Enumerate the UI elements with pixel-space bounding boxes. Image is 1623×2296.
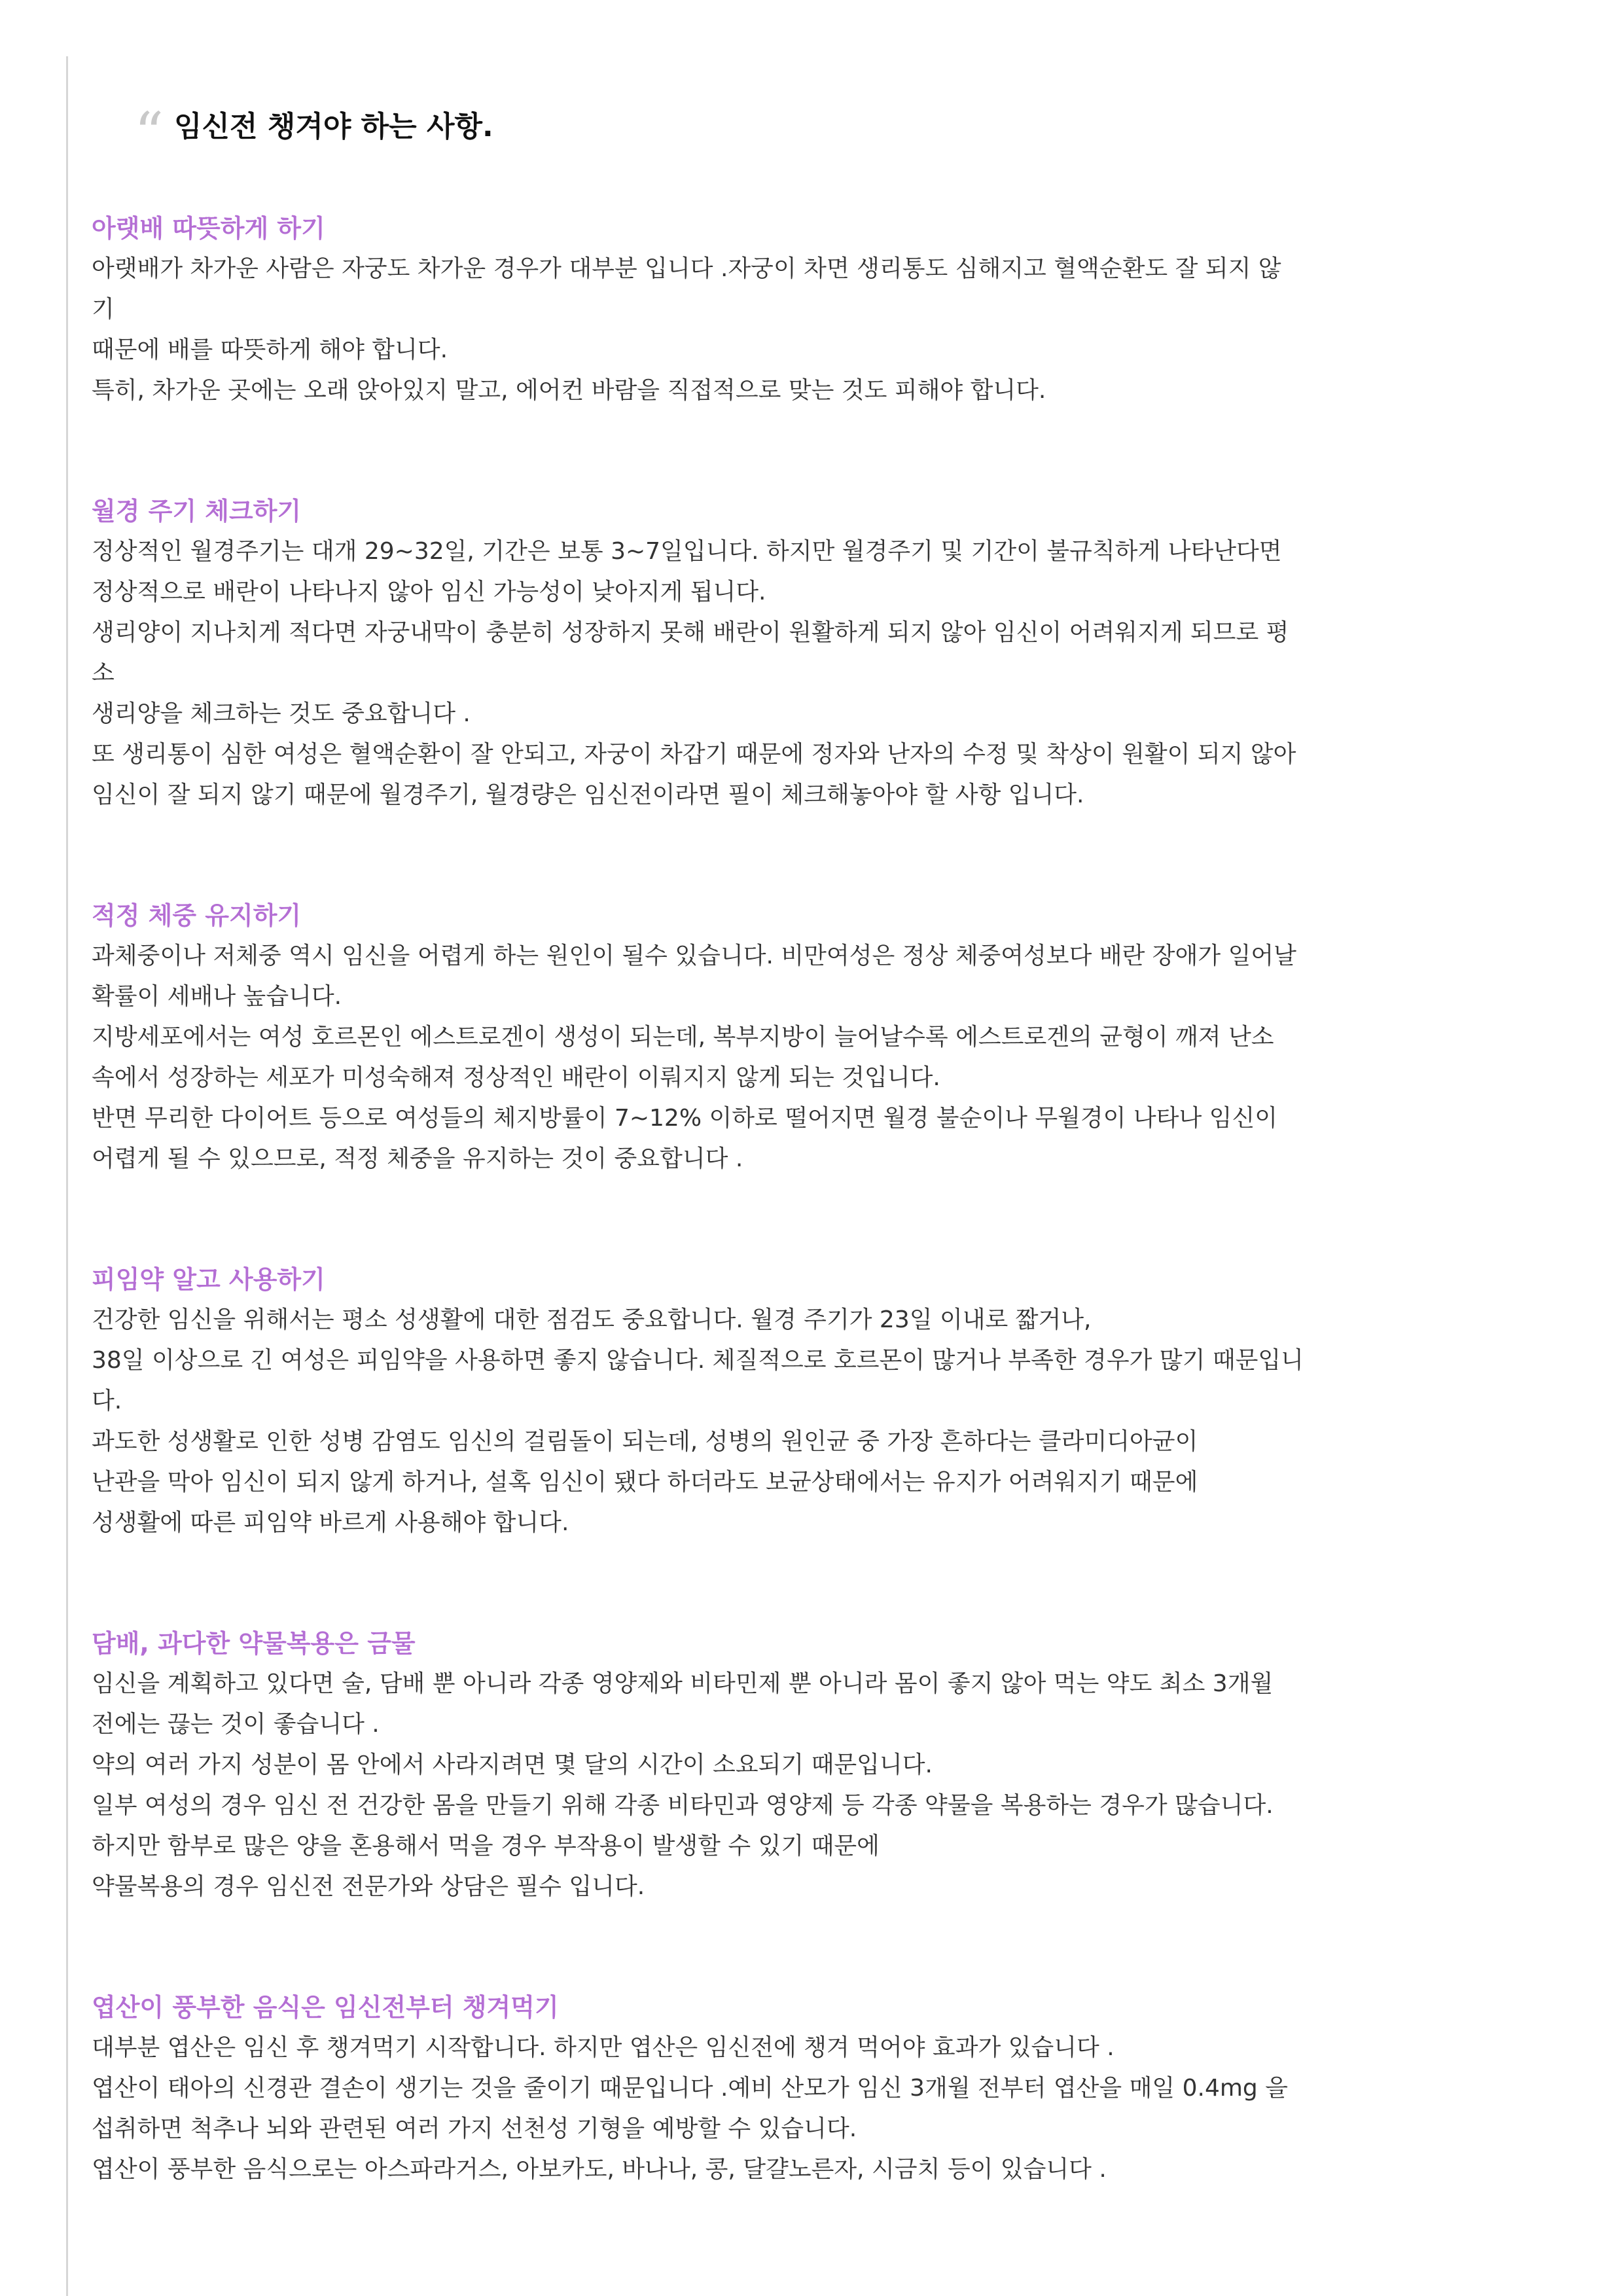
section-title: 피임약 알고 사용하기 [92,1265,325,1294]
paragraph-line: 건강한 임신을 위해서는 평소 성생활에 대한 점검도 중요합니다. 월경 주기가 23일 이내로 짧거나, [92,1306,1092,1333]
section-title: 적정 체중 유지하기 [92,901,302,930]
section [92,491,1499,816]
paragraph-line: 일부 여성의 경우 임신 전 건강한 몸을 만들기 위해 각종 비타민과 영양제 등 각종 약물을 복용하는 경우가 많습니다. [92,1792,1274,1819]
section-title: 엽산이 풍부한 음식은 임신전부터 챙겨먹기 [92,1993,559,2022]
article-body [92,208,1499,2270]
section [92,208,1499,411]
paragraph-line: 아랫배가 차가운 사람은 자궁도 차가운 경우가 대부분 입니다 .자궁이 차면 생리통도 심해지고 혈액순환도 잘 되지 않 [92,255,1281,282]
section-title: 담배, 과다한 약물복용은 금물 [92,1629,416,1658]
paragraph-line: 정상적인 월경주기는 대개 29~32일, 기간은 보통 3~7일입니다. 하지만 월경주기 및 기간이 불규칙하게 나타난다면 [92,538,1282,565]
quote-icon: “ [134,99,160,167]
paragraph-line: 약의 여러 가지 성분이 몸 안에서 사라지려면 몇 달의 시간이 소요되기 때문입니다. [92,1751,933,1778]
left-vertical-rule [66,56,68,2296]
paragraph-line: 특히, 차가운 곳에는 오래 앉아있지 말고, 에어컨 바람을 직접적으로 맞는 것도 피해야 합니다. [92,377,1046,404]
paragraph-line: 임신이 잘 되지 않기 때문에 월경주기, 월경량은 임신전이라면 필이 체크해놓아야 할 사항 입니다. [92,781,1084,808]
paragraph-line: 약물복용의 경우 임신전 전문가와 상담은 필수 입니다. [92,1873,645,1900]
paragraph-line: 때문에 배를 따뜻하게 해야 합니다. [92,336,448,363]
paragraph-line: 생리양을 체크하는 것도 중요합니다 . [92,700,471,727]
paragraph-line: 확률이 세배나 높습니다. [92,983,342,1010]
section-title: 월경 주기 체크하기 [92,497,302,526]
section [92,895,1499,1179]
paragraph-line: 엽산이 태아의 신경관 결손이 생기는 것을 줄이기 때문입니다 .예비 산모가 임신 3개월 전부터 엽산을 매일 0.4mg 을 [92,2075,1288,2102]
paragraph-line: 정상적으로 배란이 나타나지 않아 임신 가능성이 낮아지게 됩니다. [92,579,766,605]
paragraph-line: 난관을 막아 임신이 되지 않게 하거나, 설혹 임신이 됐다 하더라도 보균상태에서는 유지가 어려워지기 때문에 [92,1469,1198,1496]
paragraph-line: 또 생리통이 심한 여성은 혈액순환이 잘 안되고, 자궁이 차갑기 때문에 정자와 난자의 수정 및 착상이 원활이 되지 않아 [92,741,1296,768]
paragraph-line: 소 [92,660,115,687]
paragraph-line: 대부분 엽산은 임신 후 챙겨먹기 시작합니다. 하지만 엽산은 임신전에 챙겨 먹어야 효과가 있습니다 . [92,2034,1115,2061]
paragraph-line: 전에는 끊는 것이 좋습니다 . [92,1711,380,1738]
section [92,1987,1499,2190]
paragraph-line: 하지만 함부로 많은 양을 혼용해서 먹을 경우 부작용이 발생할 수 있기 때문에 [92,1833,880,1859]
page-header [134,92,493,167]
paragraph-line: 속에서 성장하는 세포가 미성숙해져 정상적인 배란이 이뤄지지 않게 되는 것입니다. [92,1064,940,1091]
paragraph-line: 지방세포에서는 여성 호르몬인 에스트로겐이 생성이 되는데, 복부지방이 늘어날수록 에스트로겐의 균형이 깨져 난소 [92,1024,1274,1050]
paragraph-line: 생리양이 지나치게 적다면 자궁내막이 충분히 성장하지 못해 배란이 원활하게 되지 않아 임신이 어려워지게 되므로 평 [92,619,1289,646]
paragraph-line: 다. [92,1388,122,1414]
section [92,1623,1499,1907]
paragraph-line: 과체중이나 저체중 역시 임신을 어렵게 하는 원인이 될수 있습니다. 비만여성은 정상 체중여성보다 배란 장애가 일어날 [92,942,1296,969]
paragraph-line: 38일 이상으로 긴 여성은 피임약을 사용하면 좋지 않습니다. 체질적으로 호르몬이 많거나 부족한 경우가 많기 때문입니 [92,1347,1304,1374]
paragraph-line: 엽산이 풍부한 음식으로는 아스파라거스, 아보카도, 바나나, 콩, 달걀노른자, 시금치 등이 있습니다 . [92,2156,1107,2183]
section-title: 아랫배 따뜻하게 하기 [92,214,325,243]
paragraph-line: 과도한 성생활로 인한 성병 감염도 임신의 걸림돌이 되는데, 성병의 원인균 중 가장 흔하다는 클라미디아균이 [92,1428,1198,1455]
paragraph-line: 임신을 계획하고 있다면 술, 담배 뿐 아니라 각종 영양제와 비타민제 뿐 아니라 몸이 좋지 않아 먹는 약도 최소 3개월 [92,1670,1274,1697]
page-title: 임신전 챙겨야 하는 사항. [174,110,493,143]
paragraph-line: 반면 무리한 다이어트 등으로 여성들의 체지방률이 7~12% 이하로 떨어지면 월경 불순이나 무월경이 나타나 임신이 [92,1105,1277,1132]
paragraph-line: 기 [92,296,115,323]
section [92,1259,1499,1543]
paragraph-line: 어렵게 될 수 있으므로, 적정 체중을 유지하는 것이 중요합니다 . [92,1145,743,1172]
paragraph-line: 섭취하면 척추나 뇌와 관련된 여러 가지 선천성 기형을 예방할 수 있습니다. [92,2115,857,2142]
paragraph-line: 성생활에 따른 피임약 바르게 사용해야 합니다. [92,1509,569,1536]
